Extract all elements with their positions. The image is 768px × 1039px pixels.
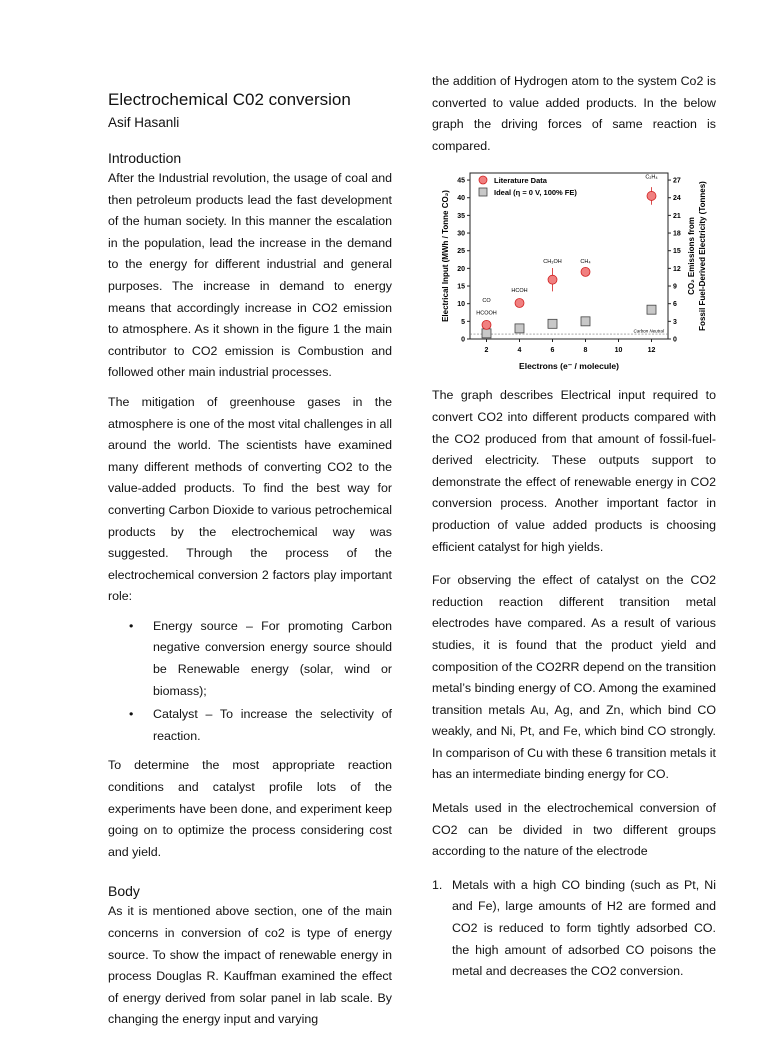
y-tick-label: 35 bbox=[457, 213, 465, 221]
chart-svg bbox=[432, 165, 716, 375]
paragraph: After the Industrial revolution, the usage of coal and then petroleum products lead the fast development of the human society. In this manner the escalation in the population, lead the increase in the demand to the energy for different industrial and general purposes. The increase in demand to energy means that accordingly increase in CO2 emission to atmosphere. As it shown in the figure 1 the main contributor to CO2 emission is Combustion and followed other main industrial processes. bbox=[108, 171, 392, 380]
legend-ideal-marker bbox=[479, 188, 487, 196]
point-annotation: CH₄ bbox=[580, 259, 591, 266]
y-tick-label: 40 bbox=[457, 195, 465, 203]
y-tick-label: 10 bbox=[457, 301, 465, 309]
y2-tick-label: 24 bbox=[673, 195, 681, 203]
y2-tick-label: 9 bbox=[673, 283, 677, 291]
y2-tick-label: 6 bbox=[673, 301, 677, 309]
x-axis-label: Electrons (e⁻ / molecule) bbox=[519, 361, 619, 372]
right-column bbox=[432, 71, 716, 983]
y2-tick-label: 27 bbox=[673, 177, 681, 185]
ideal-point bbox=[581, 317, 590, 326]
carbon-neutral-label: Carbon Neutral bbox=[633, 328, 664, 334]
y-tick-label: 25 bbox=[457, 248, 465, 256]
x-tick-label: 8 bbox=[583, 347, 588, 355]
y2-tick-label: 15 bbox=[673, 248, 681, 256]
x-tick-label: 4 bbox=[517, 347, 522, 355]
numbered-list bbox=[432, 875, 716, 983]
introduction-heading: Introduction bbox=[108, 150, 182, 166]
y-tick-label: 45 bbox=[457, 177, 465, 185]
legend-ideal-label: Ideal (η = 0 V, 100% FE) bbox=[494, 188, 577, 198]
paragraph: To determine the most appropriate reaction conditions and catalyst profile lots of the experiments have been done, and experiment keep going on to optimize the process considering cost and yield. bbox=[108, 758, 392, 859]
ideal-point bbox=[515, 324, 524, 333]
list-item: • Energy source – For promoting Carbon negative conversion energy source should be Renewable energy (solar, wind or biomass); bbox=[153, 616, 392, 702]
y-axis-label: Electrical Input (MWh / Tonne CO₂) bbox=[441, 190, 450, 323]
y2-tick-label: 0 bbox=[673, 336, 677, 344]
ideal-point bbox=[647, 306, 656, 315]
point-annotation: HCOOH bbox=[476, 310, 497, 317]
x-tick-label: 12 bbox=[647, 347, 656, 355]
body-heading: Body bbox=[108, 883, 140, 900]
y2-tick-label: 3 bbox=[673, 319, 677, 327]
paragraph: As it is mentioned above section, one of the main concerns in conversion of co2 is type of energy source. To show the impact of renewable energy in process Douglas R. Kauffman examined the effect of energy derived from solar panel in lab scale. By changing the energy input and varying bbox=[108, 904, 392, 1027]
plot-frame bbox=[470, 173, 668, 339]
bullet-icon: • bbox=[129, 707, 134, 722]
list-item: • Catalyst – To increase the selectivity of reaction. bbox=[153, 704, 392, 747]
y2-tick-label: 12 bbox=[673, 266, 681, 274]
y2-axis-label: CO₂ Emissions from bbox=[687, 217, 696, 296]
point-annotation: C₂H₄ bbox=[645, 174, 658, 181]
ideal-point bbox=[548, 320, 557, 329]
literature-point bbox=[515, 299, 524, 308]
document-title: Electrochemical C02 conversion bbox=[108, 90, 351, 109]
x-tick-label: 6 bbox=[550, 347, 555, 355]
point-annotation: HCOH bbox=[511, 288, 528, 295]
literature-point bbox=[581, 268, 590, 277]
bullet-list bbox=[108, 616, 392, 748]
point-annotation: CH₃OH bbox=[543, 259, 562, 266]
list-item: 1. Metals with a high CO binding (such as Pt, Ni and Fe), large amounts of H2 are formed and CO2 is reduced to form tightly adsorbed CO. the high amount of adsorbed CO poisons the metal and decreases the CO2 conversion. bbox=[432, 877, 716, 979]
y2-axis-label: Fossil Fuel-Derived Electricity (Tonnes) bbox=[698, 181, 707, 332]
y2-tick-label: 18 bbox=[673, 230, 681, 238]
author-name: Asif Hasanli bbox=[108, 115, 180, 130]
paragraph: For observing the effect of catalyst on the CO2 reduction reaction different transition metal electrodes have compared. As a result of various studies, it is found that the product yield and composition of the CO2RR depend on the transition metal’s binding energy of CO. Among the examined transition metals Au, Ag, and Zn, which bind CO weakly, and Ni, Pt, and Fe, which bind CO strongly. In comparison of Cu with these 6 transition metals it has an intermediate binding energy for CO. bbox=[432, 573, 716, 782]
x-tick-label: 10 bbox=[614, 347, 623, 355]
legend-literature-marker bbox=[479, 176, 487, 184]
paragraph: the addition of Hydrogen atom to the system Co2 is converted to value added products. In the below graph the driving forces of same reaction is compared. bbox=[432, 74, 716, 153]
literature-point bbox=[647, 192, 656, 201]
y-tick-label: 15 bbox=[457, 283, 465, 291]
legend-literature-label: Literature Data bbox=[494, 176, 547, 186]
x-tick-label: 2 bbox=[484, 347, 489, 355]
figure-chart bbox=[432, 165, 716, 375]
y-tick-label: 5 bbox=[461, 319, 465, 327]
paragraph: Metals used in the electrochemical conversion of CO2 can be divided in two different groups according to the nature of the electrode bbox=[432, 801, 716, 859]
literature-point bbox=[482, 321, 491, 330]
paragraph: The graph describes Electrical input required to convert CO2 into different products compared with the CO2 produced from that amount of fossil-fuel-derived electricity. These outputs support to demonstrate the effect of renewable energy in CO2 conversion process. Another important factor in production of value added products is choosing efficient catalyst for high yields. bbox=[432, 388, 716, 554]
y2-tick-label: 21 bbox=[673, 213, 681, 221]
y-tick-label: 30 bbox=[457, 230, 465, 238]
literature-point bbox=[548, 276, 557, 285]
bullet-icon: • bbox=[129, 618, 134, 633]
paragraph: The mitigation of greenhouse gases in the atmosphere is one of the most vital challenges in all around the world. The scientists have examined many different methods of converting CO2 to the value-added products. To find the best way for converting Carbon Dioxide to various petrochemical products by the electrochemical way was suggested. Through the process of the electrochemical conversion 2 factors play important role: bbox=[108, 394, 392, 604]
left-column bbox=[108, 88, 392, 1039]
y-tick-label: 0 bbox=[461, 336, 465, 344]
point-annotation: CO bbox=[482, 298, 491, 305]
ideal-point bbox=[482, 329, 491, 338]
y-tick-label: 20 bbox=[457, 266, 465, 274]
